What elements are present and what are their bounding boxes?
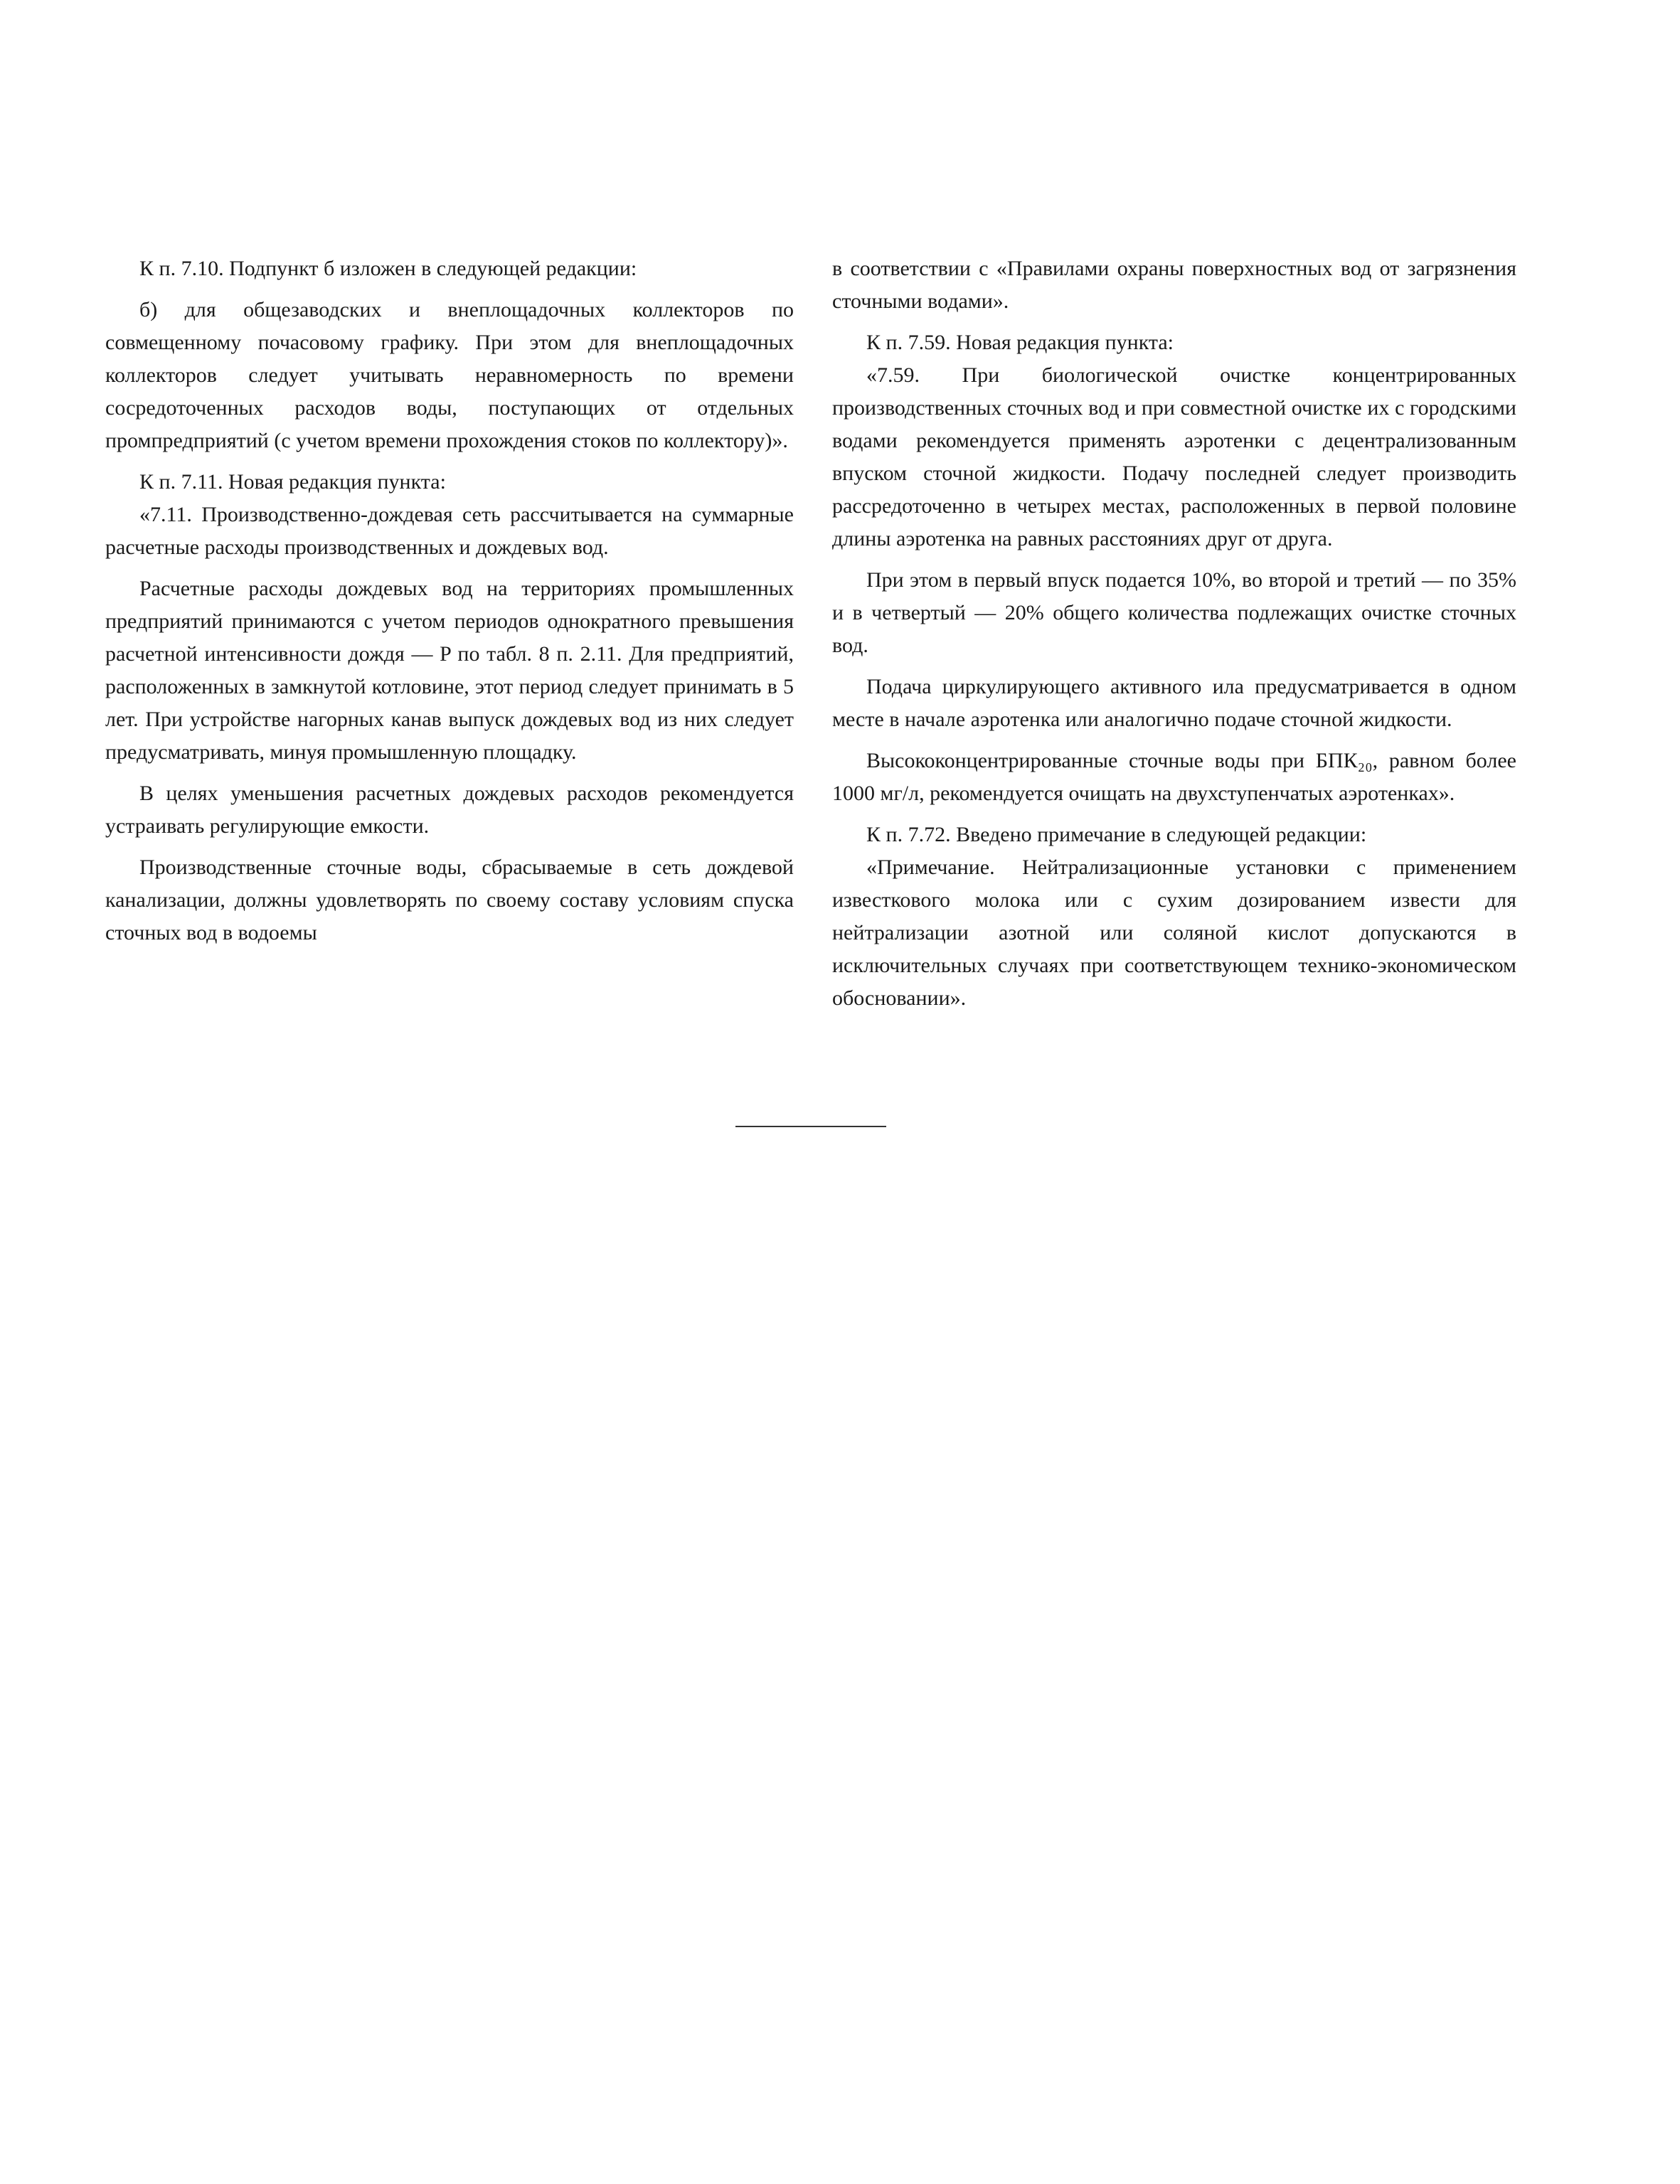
amendment-7-59-sludge: Подача циркулирующего активного ила предусматривается в одном месте в начале аэротенка или аналогично подаче сточной жидкости. [832,675,1516,731]
amendment-7-72-note: «Примечание. Нейтрализационные установки с применением известкового молока или с сухим дозированием извести для нейтрализации азотной или соляной кислот допускаются в исключительных случаях при соответствующем технико-экономическом обосновании». [832,856,1516,1010]
amendment-7-10-body: б) для общезаводских и внеплощадочных коллекторов по совмещенному почасовому графику. При этом для внеплощадочных коллекторов следует учитывать неравномерность по времени сосредоточенных расходов воды, поступающих от отдельных промпредприятий (с учетом времени прохождения стоков по коллектору)». [105,298,794,452]
amendment-7-10-heading: К п. 7.10. Подпункт б изложен в следующей редакции: [139,257,637,280]
amendment-7-11-continuation: в соответствии с «Правилами охраны поверхностных вод от загрязнения сточными водами». [832,257,1516,313]
amendment-7-59-heading: К п. 7.59. Новая редакция пункта: [866,331,1174,354]
left-text-column [105,252,794,958]
right-text-column [832,252,1516,1023]
amendment-7-59-high-concentration: Высококонцентрированные сточные воды при БПК₂₀, равном более 1000 мг/л, рекомендуется очищать на двухступенчатых аэротенках». [832,749,1516,805]
amendment-7-11-industrial-discharge: Производственные сточные воды, сбрасываемые в сеть дождевой канализации, должны удовлетворять по своему составу условиям спуска сточных вод в водоемы [105,856,794,944]
amendment-7-59-body: «7.59. При биологической очистке концентрированных производственных сточных вод и при совместной очистке их с городскими водами рекомендуется применять аэротенки с децентрализованным впуском сточной жидкости. Подачу последней следует производить рассредоточенно в четырех местах, расположенных в первой половине длины аэротенка на равных расстояниях друг от друга. [832,363,1516,550]
amendment-7-11-rain-flows: Расчетные расходы дождевых вод на территориях промышленных предприятий принимаются с учетом периодов однократного превышения расчетной интенсивности дождя — P по табл. 8 п. 2.11. Для предприятий, расположенных в замкнутой котловине, этот период следует принимать в 5 лет. При устройстве нагорных канав выпуск дождевых вод из них следует предусматривать, минуя промышленную площадку. [105,577,794,764]
amendment-7-59-distribution: При этом в первый впуск подается 10%, во второй и третий — по 35% и в четвертый — 20% общего количества подлежащих очистке сточных вод. [832,568,1516,657]
amendment-7-72-heading: К п. 7.72. Введено примечание в следующей редакции: [866,823,1367,846]
amendment-7-11-regulating-tanks: В целях уменьшения расчетных дождевых расходов рекомендуется устраивать регулирующие емкости. [105,782,794,838]
end-divider-line [735,1126,886,1127]
amendment-7-11-intro: «7.11. Производственно-дождевая сеть рассчитывается на суммарные расчетные расходы производственных и дождевых вод. [105,503,794,559]
amendment-7-11-heading: К п. 7.11. Новая редакция пункта: [139,470,446,494]
